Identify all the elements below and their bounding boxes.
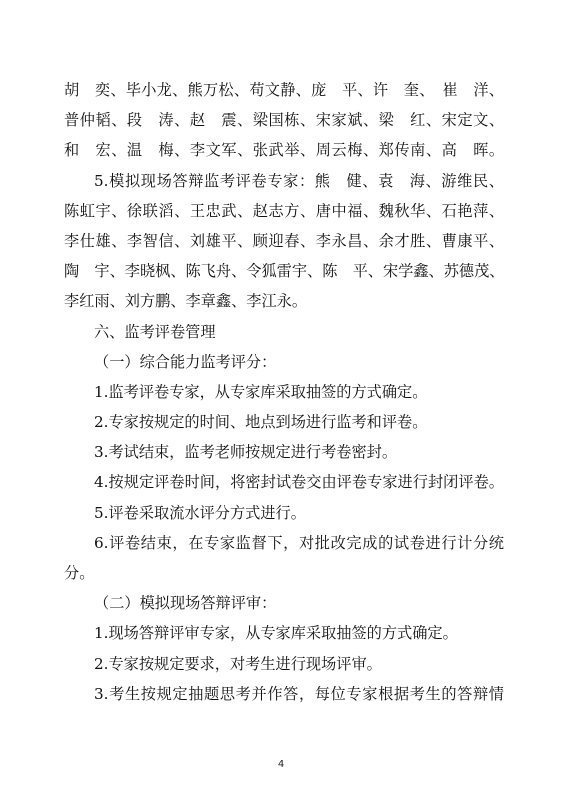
procedure-item-continuation: 分。 [64,564,95,582]
expert-names-line: 陶 宇、李晓枫、陈飞舟、令狐雷宇、陈 平、宋学鑫、苏德茂、 [64,262,505,281]
procedure-item: 1.监考评卷专家，从专家库采取抽签的方式确定。 [94,382,428,401]
procedure-item: 5.评卷采取流水评分方式进行。 [94,503,306,522]
expert-names-line: 李仕雄、李智信、刘雄平、顾迎春、李永昌、余才胜、曹康平、 [64,231,504,250]
procedure-item: 3.考试结束，监考老师按规定进行考卷密封。 [94,443,398,462]
procedure-item: 1.现场答辩评审专家，从专家库采取抽签的方式确定。 [94,624,458,643]
procedure-item: 3.考生按规定抽题思考并作答，每位专家根据考生的答辩情 [94,684,504,703]
procedure-item: 2.专家按规定要求，对考生进行现场评审。 [94,654,382,673]
procedure-item: 4.按规定评卷时间，将密封试卷交由评卷专家进行封闭评卷。 [94,473,504,492]
subsection-heading: （二）模拟现场答辩评审： [94,594,277,613]
expert-names-line: 普仲韬、段 涛、赵 震、梁国栋、宋家斌、梁 红、宋定文、 [64,111,504,130]
expert-names-line: 胡 奕、毕小龙、熊万松、苟文静、庞 平、许 奎、 崔 洋、 [64,81,504,99]
page-number: 4 [277,759,285,770]
mock-defense-experts-heading: 5.模拟现场答辩监考评卷专家：熊 健、袁 海、游维民、 [94,171,504,190]
section-heading: 六、监考评卷管理 [94,322,216,341]
subsection-heading: （一）综合能力监考评分： [94,352,277,371]
procedure-item: 2.专家按规定的时间、地点到场进行监考和评卷。 [94,413,428,432]
expert-names-line: 李红雨、刘方鹏、李章鑫、李江永。 [64,292,307,311]
expert-names-line: 和 宏、温 梅、李文军、张武举、周云梅、郑传南、高 晖。 [64,141,504,160]
expert-names-line: 陈虹宇、徐联滔、王忠武、赵志方、唐中福、魏秋华、石艳萍、 [64,201,504,220]
procedure-item: 6.评卷结束，在专家监督下，对批改完成的试卷进行计分统 [94,533,504,552]
document-body [64,75,504,709]
